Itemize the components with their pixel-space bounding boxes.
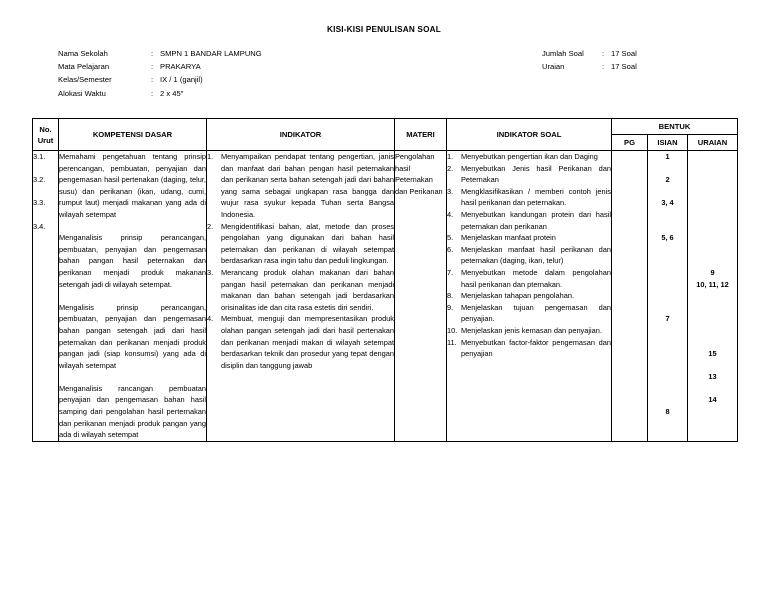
metadata-label: Uraian <box>542 62 565 72</box>
spacer <box>688 163 737 175</box>
header-indikator: INDIKATOR <box>207 119 395 151</box>
metadata-label: Nama Sekolah <box>58 49 108 58</box>
no-urut-item: 3.2. <box>33 175 46 185</box>
list-item <box>447 290 611 302</box>
spacer <box>688 244 737 256</box>
cell-indikator-soal <box>447 151 612 442</box>
metadata-row <box>542 47 768 60</box>
metadata-label: Alokasi Waktu <box>58 88 106 98</box>
metadata-colon: : <box>602 62 605 72</box>
spacer <box>688 360 737 372</box>
materi-text: Pengolahan hasil Peternakan dan Perikanan <box>395 152 443 196</box>
isian-value: 8 <box>665 407 670 417</box>
isian-value: 7 <box>665 314 670 324</box>
kompetensi-dasar-item: Memahami pengetahuan tentang prinsip perencangan, pembuatan, penyajian dan pengemasan hasil pertenakan (daging, telur, susu) dan perikanan (ikan, udang, cumi, rumput laut) menjadi makanan yang ada di wilayah setempat <box>59 152 206 219</box>
metadata-value: SMPN 1 BANDAR LAMPUNG <box>160 49 262 58</box>
uraian-value: 14 <box>708 395 717 405</box>
indikator-text: Menyampaikan pendapat tentang pengertian, janis dan manfaat dari bahan pengan hasil peternakan dan perikanan serta bahan setengah jadi dari bahan yang sama sebagai ungkapan rasa bangga dan wujur rasa syukur kepada Tuhan serta Bangsa Indonesia. <box>221 152 394 219</box>
header-uraian: URAIAN <box>688 135 738 151</box>
metadata-row <box>58 47 388 60</box>
metadata-right-column <box>542 47 768 73</box>
indikator-soal-number: 7. <box>447 267 454 277</box>
metadata-row <box>542 60 768 73</box>
metadata-value: 17 Soal <box>611 49 637 58</box>
header-kompetensi-dasar: KOMPETENSI DASAR <box>59 119 207 151</box>
kompetensi-dasar-item: Mengalisis prinsip perancangan, pembuatan, penyajian dan pengemasan bahan pangan setengah jadi dari hasil peternakan dan perikanan menjadi produk pangan jadi (siap konsumsi) yang ada di wilayah setempat <box>59 302 206 370</box>
indikator-soal-number: 2. <box>447 163 454 173</box>
list-item <box>447 151 611 163</box>
spacer <box>648 348 687 360</box>
list-item <box>447 209 611 232</box>
uraian-value: 15 <box>708 349 717 359</box>
document-metadata <box>32 34 736 107</box>
indikator-soal-text: Menyebutkan Jenis hasil Perikanan dan Peternakan <box>461 163 611 185</box>
metadata-row <box>58 73 388 86</box>
indikator-text: Membuat, menguji dan mempresentasikan produk olahan pangan setengah jadi dari hasil pertenakan dan perikanan menjadi makan di wilayah setempat berdasarkan teknik dan prosedur yang tepat dengan disiplin dan tanggung jawab <box>221 314 394 370</box>
metadata-row <box>58 87 388 100</box>
indikator-soal-number: 10. <box>447 325 458 335</box>
cell-bentuk-isian <box>648 151 688 442</box>
indikator-soal-text: Menyebutkan metode dalam pengolahan hasil perikanan dan pternakan. <box>461 267 611 289</box>
spacer <box>648 255 687 267</box>
spacer <box>688 174 737 186</box>
header-no-urut-line1: No. <box>39 124 52 134</box>
spacer <box>648 209 687 221</box>
list-item <box>447 337 611 360</box>
indikator-number: 1. <box>207 152 214 161</box>
spacer <box>648 279 687 291</box>
spacer <box>648 337 687 349</box>
spacer <box>688 302 737 314</box>
indikator-soal-list <box>447 151 611 360</box>
indikator-text: Merancang produk olahan makanan dari bahan pangan hasil peternakan dan perikanan menjadi makanan dan bahan setengah jadi berdasarkan orisinalitas ide dan cita rasa estetis diri sendiri. <box>221 267 394 312</box>
indikator-soal-text: Menjelaskan manfaat protein <box>461 233 556 243</box>
indikator-soal-text: Mengklasifikasikan / memberi contoh jenis hasil perikanan dan peternakan. <box>461 186 611 208</box>
indikator-soal-number: 8. <box>447 291 454 301</box>
indikator-soal-text: Menjelaskan tahapan pengolahan. <box>461 291 575 301</box>
indikator-soal-number: 6. <box>447 244 454 254</box>
table-header-row <box>33 119 738 135</box>
indikator-soal-text: Menjelaskan manfaat hasil perikanan dan peternakan (daging, ikan, telur) <box>461 244 611 266</box>
cell-bentuk-uraian <box>688 151 738 442</box>
list-item <box>447 267 611 290</box>
table-row <box>33 151 738 442</box>
spacer <box>648 325 687 337</box>
header-isian: ISIAN <box>648 135 688 151</box>
uraian-value: 9 <box>710 267 715 277</box>
spacer <box>648 221 687 233</box>
indikator-number: 2. <box>207 221 214 231</box>
cell-indikator <box>207 151 395 442</box>
header-no-urut-line2: Urut <box>37 135 54 145</box>
spacer <box>688 197 737 209</box>
cell-materi <box>395 151 447 442</box>
spacer <box>648 163 687 175</box>
list-item <box>447 163 611 186</box>
metadata-colon: : <box>151 49 154 58</box>
kompetensi-dasar-item: Menganalisis prinsip perancangan, pembuatan, penyajian dan pengemasan bahan pangan hasil peternakan dan perikanan menjadi produk makanan setengah jadi di wilayah setempat. <box>59 233 206 289</box>
spacer <box>688 290 737 302</box>
list-item <box>207 221 394 267</box>
indikator-soal-text: Menyebutkan kandungan protein dari hasil peternakan dan perikanan <box>461 209 611 231</box>
spacer <box>688 325 737 337</box>
spacer <box>648 383 687 395</box>
indikator-soal-text: Menjelaskan tujuan pengemasan dan penyajian. <box>461 302 611 324</box>
spacer <box>648 267 687 279</box>
spacer <box>688 151 737 163</box>
spacer <box>648 360 687 372</box>
metadata-colon: : <box>602 49 605 58</box>
indikator-soal-text: Menyebutkan factor-faktor pengemasan dan penyajian <box>461 337 611 359</box>
metadata-value: PRAKARYA <box>160 62 201 72</box>
spacer <box>648 186 687 198</box>
indikator-list <box>207 151 394 371</box>
indikator-number: 3. <box>207 267 214 277</box>
header-bentuk: BENTUK <box>612 119 738 135</box>
indikator-soal-text: Menyebutkan pengertian ikan dan Daging <box>461 152 598 161</box>
indikator-soal-number: 1. <box>447 152 454 161</box>
spacer <box>648 244 687 256</box>
metadata-value: IX / 1 (ganjil) <box>160 75 203 85</box>
indikator-soal-number: 4. <box>447 209 454 219</box>
spacer <box>688 313 737 325</box>
metadata-value: 2 x 45" <box>160 88 184 98</box>
indikator-text: Mengidentifikasi bahan, alat, metode dan proses pengolahan yang digunakan dari bahan hasil peternakan dan perikanan di wilayah setempat berdasarkan rasa ingin tahu dan peduli lingkungan. <box>221 221 394 266</box>
header-indikator-soal: INDIKATOR SOAL <box>447 119 612 151</box>
no-urut-item: 3.1. <box>33 152 46 161</box>
metadata-colon: : <box>151 88 154 98</box>
header-materi: MATERI <box>395 119 447 151</box>
indikator-soal-text: Menjelaskan jenis kemasan dan penyajian. <box>461 325 602 335</box>
spacer <box>648 302 687 314</box>
list-item <box>207 313 394 371</box>
header-no-urut <box>33 119 59 151</box>
spacer <box>688 232 737 244</box>
indikator-soal-number: 9. <box>447 302 454 312</box>
uraian-value: 13 <box>708 372 717 382</box>
list-item <box>447 232 611 244</box>
header-pg: PG <box>612 135 648 151</box>
cell-bentuk-pg <box>612 151 648 442</box>
cell-no-urut <box>33 151 59 442</box>
list-item <box>447 325 611 337</box>
metadata-left-column <box>58 47 388 100</box>
metadata-colon: : <box>151 75 154 85</box>
kompetensi-dasar-item: Menganalisis rancangan pembuatan penyajian dan pengemasan bahan hasil samping dari pengolahan hasil perternakan dan perikanan menjadi produk pangan yang ada di wilayah setempat <box>59 383 206 440</box>
indikator-soal-number: 3. <box>447 186 454 196</box>
metadata-row <box>58 60 388 73</box>
spacer <box>688 255 737 267</box>
no-urut-item: 3.3. <box>33 198 46 208</box>
metadata-colon: : <box>151 62 154 72</box>
indikator-soal-number: 5. <box>447 233 454 243</box>
isian-value: 5, 6 <box>661 233 674 243</box>
spacer <box>688 383 737 395</box>
uraian-value: 10, 11, 12 <box>696 279 729 289</box>
metadata-label: Mata Pelajaran <box>58 62 110 72</box>
cell-kompetensi-dasar <box>59 151 207 442</box>
metadata-label: Kelas/Semester <box>58 75 112 85</box>
spacer <box>648 371 687 383</box>
metadata-value: 17 Soal <box>611 62 637 72</box>
page-title: KISI-KISI PENULISAN SOAL <box>327 25 441 34</box>
spacer <box>688 337 737 349</box>
spacer <box>688 221 737 233</box>
spacer <box>688 209 737 221</box>
indikator-number: 4. <box>207 314 214 324</box>
list-item <box>207 151 394 221</box>
list-item <box>447 186 611 209</box>
list-item <box>447 244 611 267</box>
spacer <box>648 290 687 302</box>
isian-value: 3, 4 <box>661 198 674 208</box>
spacer <box>688 186 737 198</box>
spacer <box>648 394 687 406</box>
indikator-soal-number: 11. <box>447 337 457 347</box>
isian-value: 1 <box>665 152 670 161</box>
no-urut-item: 3.4. <box>33 221 46 231</box>
list-item <box>207 267 394 313</box>
isian-value: 2 <box>665 175 670 185</box>
list-item <box>447 302 611 325</box>
metadata-label: Jumlah Soal <box>542 49 584 58</box>
kisi-kisi-table <box>32 118 738 442</box>
